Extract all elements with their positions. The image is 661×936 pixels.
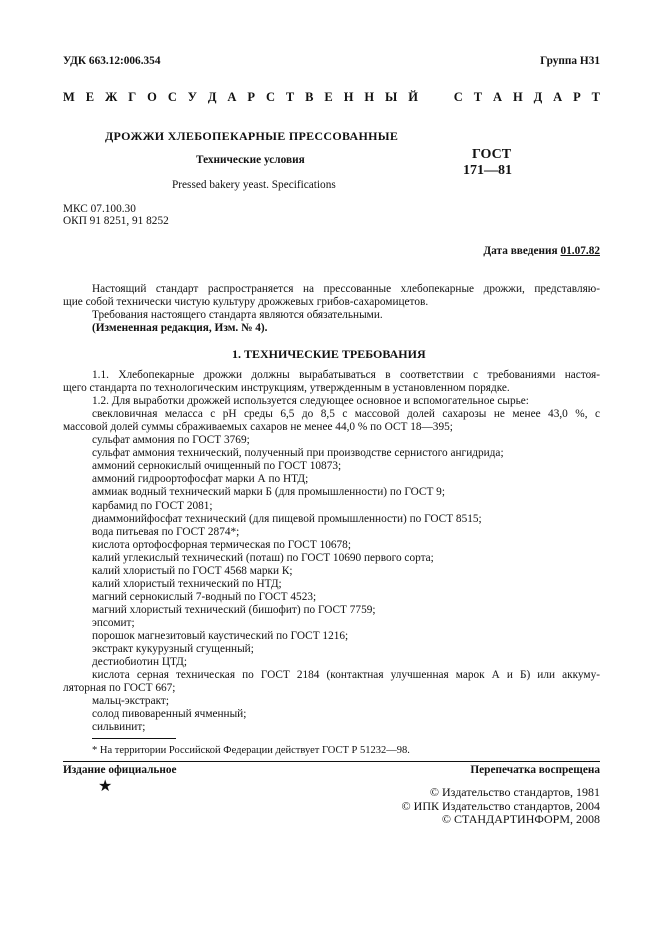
header-letter: Н: [343, 90, 354, 104]
header-letter: Т: [473, 90, 483, 104]
section-heading: 1. ТЕХНИЧЕСКИЕ ТРЕБОВАНИЯ: [232, 347, 426, 361]
copyright-2008: © СТАНДАРТИНФОРМ, 2008: [441, 812, 600, 826]
requirement-line: калий хлористый технический по НТД;: [92, 577, 282, 590]
requirement-line: калий углекислый технический (поташ) по ГОСТ 10690 первого сорта;: [92, 551, 434, 564]
standard-header: [63, 90, 600, 105]
requirement-line: кислота серная техническая по ГОСТ 2184 (контактная улучшенная марок А и Б) или аккуму-: [92, 669, 600, 682]
header-letter: А: [227, 90, 237, 104]
header-letter: Г: [128, 90, 137, 104]
header-letter: С: [453, 90, 463, 104]
header-letter: Н: [364, 90, 375, 104]
header-gap: [429, 90, 443, 105]
requirement-line: дестиобиотин ЦТД;: [92, 656, 188, 669]
copyright-2004: © ИПК Издательство стандартов, 2004: [401, 799, 600, 813]
requirement-line: вода питьевая по ГОСТ 2874*;: [92, 525, 240, 538]
reprint-prohibited: Перепечатка воспрещена: [470, 764, 600, 776]
udk-code: УДК 663.12:006.354: [63, 55, 161, 67]
header-letter: Ж: [105, 90, 118, 104]
requirement-line: массовой долей суммы сбраживаемых сахаров не менее 44,0 % по ОСТ 18—395;: [63, 421, 453, 434]
requirement-line: аммоний гидроортофосфат марки А по НТД;: [92, 473, 309, 486]
requirement-line: ляторная по ГОСТ 667;: [63, 682, 176, 695]
header-letter: Д: [207, 90, 217, 104]
header-letter: Р: [247, 90, 256, 104]
document-title: ДРОЖЖИ ХЛЕБОПЕКАРНЫЕ ПРЕССОВАННЫЕ: [105, 129, 399, 143]
requirement-line: порошок магнезитовый каустический по ГОСТ 1216;: [92, 630, 349, 642]
header-letter: У: [187, 90, 197, 104]
requirement-line: сульфат аммония технический, полученный при производстве сернистого ангидрида;: [92, 447, 504, 460]
header-letter: М: [63, 90, 75, 104]
header-letter: А: [493, 90, 503, 104]
footnote-divider: [92, 738, 176, 739]
requirement-line: магний хлористый технический (бишофит) по ГОСТ 7759;: [92, 603, 376, 616]
requirement-line: щего стандарта по технологическим инструкциям, утвержденным в установленном порядке.: [63, 382, 510, 395]
header-letter: Н: [512, 90, 523, 104]
requirement-line: 1.1. Хлебопекарные дрожжи должны вырабатываться в соответствии с требованиями настоя-: [92, 369, 600, 381]
copyright-1981: © Издательство стандартов, 1981: [429, 785, 600, 799]
header-letter: А: [553, 90, 563, 104]
header-letter: Т: [285, 90, 295, 104]
requirement-line: карбамид по ГОСТ 2081;: [92, 499, 213, 512]
requirement-line: мальц-экстракт;: [92, 695, 170, 708]
introduction-date-label: Дата введения: [483, 245, 561, 257]
footer-divider: [63, 761, 600, 762]
header-letter: Е: [324, 90, 333, 104]
introduction-date: [483, 245, 600, 257]
gost-label: ГОСТ: [472, 147, 512, 162]
header-letter: О: [147, 90, 157, 104]
okp-code: ОКП 91 8251, 91 8252: [63, 215, 169, 227]
footnote: * На территории Российской Федерации действует ГОСТ Р 51232—98.: [92, 745, 410, 756]
introduction-date-value: 01.07.82: [560, 245, 600, 257]
intro-line-3: Требования настоящего стандарта являются обязательными.: [92, 309, 383, 321]
requirement-line: магний сернокислый 7-водный по ГОСТ 4523;: [92, 590, 317, 603]
amendment-note: (Измененная редакция, Изм. № 4).: [92, 322, 268, 334]
requirement-line: калий хлористый по ГОСТ 4568 марки К;: [92, 564, 293, 577]
requirement-line: аммиак водный технический марки Б (для промышленности) по ГОСТ 9;: [92, 486, 445, 499]
header-letter: Р: [573, 90, 581, 104]
requirement-line: сульфат аммония по ГОСТ 3769;: [92, 434, 250, 447]
header-letter: Д: [533, 90, 543, 104]
requirement-line: аммоний сернокислый очищенный по ГОСТ 10873;: [92, 460, 342, 473]
requirement-line: эпсомит;: [92, 617, 135, 629]
intro-line-1: Настоящий стандарт распространяется на прессованные хлебопекарные дрожжи, представляю-: [92, 283, 600, 295]
english-title: Pressed bakery yeast. Specifications: [172, 179, 336, 191]
requirement-line: кислота ортофосфорная термическая по ГОСТ 10678;: [92, 538, 351, 551]
requirement-line: солод пивоваренный ячменный;: [92, 708, 247, 721]
header-letter: Т: [591, 90, 600, 104]
header-letter: Й: [408, 90, 418, 104]
header-letter: Ы: [385, 90, 398, 104]
document-subtitle: Технические условия: [196, 154, 305, 166]
mks-code: МКС 07.100.30: [63, 203, 136, 215]
requirement-line: 1.2. Для выработки дрожжей используется следующее основное и вспомогательное сырье:: [92, 395, 529, 408]
star-icon: ★: [98, 778, 113, 795]
requirement-line: сильвинит;: [92, 721, 146, 734]
intro-line-2: щие собой технически чистую культуру дрожжевых грибов-сахаромицетов.: [63, 296, 429, 308]
header-letter: С: [265, 90, 275, 104]
requirement-line: свекловичная меласса с рН среды 6,5 до 8,5 с массовой долей сахарозы не менее 43,0 %, с: [92, 408, 600, 421]
header-letter: Е: [85, 90, 95, 104]
gost-number: 171—81: [463, 163, 512, 178]
requirement-line: экстракт кукурузный сгущенный;: [92, 643, 254, 655]
header-letter: С: [167, 90, 177, 104]
header-letter: В: [305, 90, 314, 104]
official-edition: Издание официальное: [63, 764, 177, 776]
group-code: Группа Н31: [540, 55, 600, 67]
requirement-line: диаммонийфосфат технический (для пищевой промышленности) по ГОСТ 8515;: [92, 512, 482, 525]
